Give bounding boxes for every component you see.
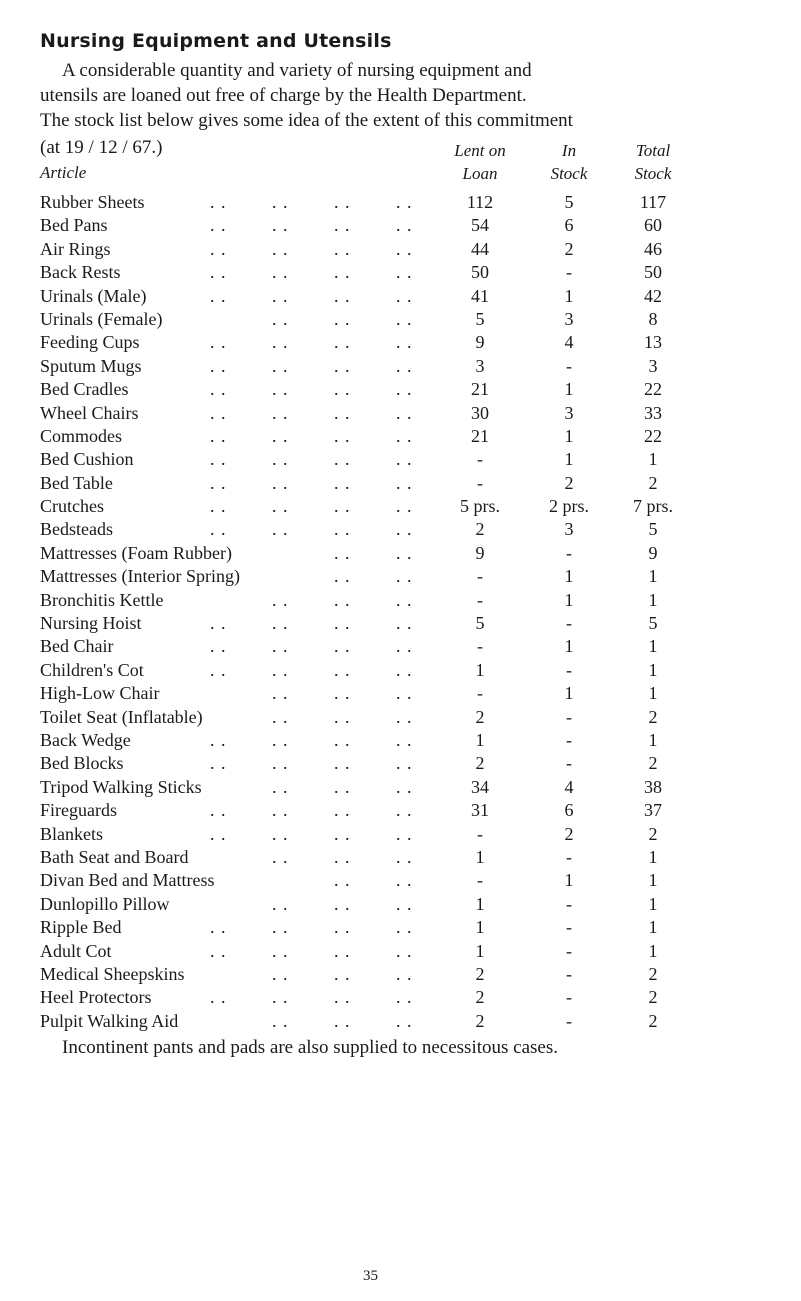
table-row: Bath Seat and Board . . . . . . 1 - 1	[40, 846, 775, 869]
stock-table	[40, 191, 775, 1033]
page-number: 35	[363, 1268, 378, 1284]
in-stock-value: -	[566, 893, 572, 914]
total-stock-value: 33	[644, 402, 662, 423]
in-stock-value: 1	[564, 566, 574, 587]
lent-on-loan-value: -	[477, 823, 483, 844]
in-stock-value: 4	[564, 776, 574, 797]
item-name: Nursing Hoist	[40, 613, 142, 634]
lent-on-loan-value: 2	[475, 963, 485, 984]
in-stock-value: -	[566, 613, 572, 634]
lent-on-loan-value: -	[477, 566, 483, 587]
total-stock-value: 1	[648, 636, 658, 657]
item-name: Crutches	[40, 496, 104, 517]
total-stock-value: 2	[648, 823, 658, 844]
lent-on-loan-value: 41	[471, 285, 489, 306]
header-line: Loan	[462, 164, 498, 183]
table-row: Back Rests . . . . . . . . 50 - 50	[40, 261, 775, 284]
item-name: Bed Pans	[40, 215, 108, 236]
lent-on-loan-value: 5 prs.	[460, 496, 500, 517]
in-stock-value: 1	[564, 425, 574, 446]
table-row: Urinals (Female) . . . . . . 5 3 8	[40, 308, 775, 331]
total-stock-value: 9	[648, 542, 658, 563]
column-header-total-stock	[613, 139, 693, 185]
lent-on-loan-value: 21	[471, 379, 489, 400]
table-row: Commodes . . . . . . . . 21 1 22	[40, 425, 775, 448]
in-stock-value: -	[566, 940, 572, 961]
table-row: Pulpit Walking Aid . . . . . . 2 - 2	[40, 1010, 775, 1033]
lent-on-loan-value: 3	[475, 355, 485, 376]
total-stock-value: 2	[648, 472, 658, 493]
footer-note: Incontinent pants and pads are also supplied to necessitous cases.	[62, 1037, 558, 1059]
lent-on-loan-value: 30	[471, 402, 489, 423]
table-row: Tripod Walking Sticks . . . . . . 34 4 38	[40, 776, 775, 799]
total-stock-value: 5	[648, 613, 658, 634]
item-name: Sputum Mugs	[40, 355, 142, 376]
in-stock-value: -	[566, 917, 572, 938]
item-name: Urinals (Female)	[40, 308, 163, 329]
item-name: Pulpit Walking Aid	[40, 1010, 179, 1031]
table-row: Heel Protectors . . . . . . . . 2 - 2	[40, 986, 775, 1009]
lent-on-loan-value: -	[477, 472, 483, 493]
table-row: Ripple Bed . . . . . . . . 1 - 1	[40, 916, 775, 939]
lent-on-loan-value: -	[477, 870, 483, 891]
table-row: Wheel Chairs . . . . . . . . 30 3 33	[40, 402, 775, 425]
in-stock-value: -	[566, 355, 572, 376]
table-row: Rubber Sheets . . . . . . . . 112 5 117	[40, 191, 775, 214]
lent-on-loan-value: 54	[471, 215, 489, 236]
intro-paragraph	[40, 58, 775, 133]
in-stock-value: -	[566, 706, 572, 727]
table-row: Back Wedge . . . . . . . . 1 - 1	[40, 729, 775, 752]
item-name: Bronchitis Kettle	[40, 589, 164, 610]
total-stock-value: 2	[648, 987, 658, 1008]
in-stock-value: 4	[564, 332, 574, 353]
item-name: Adult Cot	[40, 940, 112, 961]
in-stock-value: 1	[564, 379, 574, 400]
lent-on-loan-value: 21	[471, 425, 489, 446]
lent-on-loan-value: 5	[475, 613, 485, 634]
total-stock-value: 117	[639, 192, 667, 212]
total-stock-value: 8	[648, 308, 658, 329]
total-stock-value: 50	[644, 262, 662, 283]
lent-on-loan-value: 1	[475, 729, 485, 750]
item-name: Bed Cradles	[40, 379, 129, 400]
table-row: Feeding Cups . . . . . . . . 9 4 13	[40, 331, 775, 354]
table-row: Bed Chair . . . . . . . . - 1 1	[40, 635, 775, 658]
item-name: Children's Cot	[40, 659, 144, 680]
item-name: Feeding Cups	[40, 332, 140, 353]
header-line: Total	[635, 141, 671, 160]
item-name: Bed Blocks	[40, 753, 124, 774]
table-row: Nursing Hoist . . . . . . . . 5 - 5	[40, 612, 775, 635]
table-row: Bronchitis Kettle . . . . . . - 1 1	[40, 589, 775, 612]
lent-on-loan-value: 44	[471, 238, 489, 259]
in-stock-value: 3	[564, 402, 574, 423]
total-stock-value: 3	[648, 355, 658, 376]
table-row: Children's Cot . . . . . . . . 1 - 1	[40, 659, 775, 682]
total-stock-value: 37	[644, 800, 662, 821]
lent-on-loan-value: 112	[466, 192, 494, 212]
total-stock-value: 1	[648, 940, 658, 961]
lent-on-loan-value: -	[477, 449, 483, 470]
intro-line: The stock list below gives some idea of the extent of this commitment	[40, 110, 573, 131]
item-name: Toilet Seat (Inflatable)	[40, 706, 203, 727]
item-name: Bed Chair	[40, 636, 114, 657]
lent-on-loan-value: 1	[475, 659, 485, 680]
table-row: Urinals (Male) . . . . . . . . 41 1 42	[40, 285, 775, 308]
header-line: Stock	[550, 164, 588, 183]
item-name: Rubber Sheets	[40, 192, 145, 212]
lent-on-loan-value: 31	[471, 800, 489, 821]
table-row: Dunlopillo Pillow . . . . . . 1 - 1	[40, 893, 775, 916]
in-stock-value: 1	[564, 683, 574, 704]
table-row: Bedsteads . . . . . . . . 2 3 5	[40, 518, 775, 541]
intro-line: A considerable quantity and variety of nursing equipment and	[62, 60, 532, 81]
lent-on-loan-value: 9	[475, 542, 485, 563]
in-stock-value: -	[566, 659, 572, 680]
table-row: Air Rings . . . . . . . . 44 2 46	[40, 238, 775, 261]
in-stock-value: 1	[564, 285, 574, 306]
intro-line: utensils are loaned out free of charge by the Health Department.	[40, 85, 527, 106]
item-name: Ripple Bed	[40, 917, 122, 938]
stock-date: (at 19 / 12 / 67.)	[40, 137, 163, 158]
in-stock-value: -	[566, 729, 572, 750]
header-line: Lent on	[454, 141, 506, 160]
in-stock-value: -	[566, 1010, 572, 1031]
total-stock-value: 1	[648, 449, 658, 470]
item-name: Fireguards	[40, 800, 117, 821]
total-stock-value: 1	[648, 589, 658, 610]
table-row: Bed Table . . . . . . . . - 2 2	[40, 472, 775, 495]
in-stock-value: 2	[564, 823, 574, 844]
item-name: Blankets	[40, 823, 103, 844]
lent-on-loan-value: 1	[475, 893, 485, 914]
lent-on-loan-value: 34	[471, 776, 489, 797]
column-header-article: Article	[40, 163, 87, 182]
in-stock-value: 2 prs.	[549, 496, 589, 517]
lent-on-loan-value: -	[477, 636, 483, 657]
item-name: Back Wedge	[40, 729, 131, 750]
item-name: Tripod Walking Sticks	[40, 776, 202, 797]
total-stock-value: 42	[644, 285, 662, 306]
total-stock-value: 1	[648, 893, 658, 914]
in-stock-value: 3	[564, 308, 574, 329]
column-header-lent-on-loan	[440, 139, 520, 185]
table-row: Divan Bed and Mattress . . . . - 1 1	[40, 869, 775, 892]
in-stock-value: 6	[564, 215, 574, 236]
table-header	[40, 135, 775, 191]
table-row: Blankets . . . . . . . . - 2 2	[40, 823, 775, 846]
item-name: Air Rings	[40, 238, 111, 259]
in-stock-value: -	[566, 963, 572, 984]
item-name: High-Low Chair	[40, 683, 160, 704]
in-stock-value: 2	[564, 472, 574, 493]
lent-on-loan-value: -	[477, 589, 483, 610]
table-row: Mattresses (Foam Rubber) . . . . 9 - 9	[40, 542, 775, 565]
lent-on-loan-value: 2	[475, 987, 485, 1008]
in-stock-value: 1	[564, 449, 574, 470]
header-line: Stock	[634, 164, 672, 183]
lent-on-loan-value: 2	[475, 753, 485, 774]
item-name: Commodes	[40, 425, 123, 446]
total-stock-value: 60	[644, 215, 662, 236]
total-stock-value: 2	[648, 753, 658, 774]
total-stock-value: 1	[648, 846, 658, 867]
table-row: Crutches . . . . . . . . 5 prs. 2 prs. 7 prs.	[40, 495, 775, 518]
lent-on-loan-value: 2	[475, 706, 485, 727]
total-stock-value: 2	[648, 963, 658, 984]
in-stock-value: 1	[564, 870, 574, 891]
total-stock-value: 1	[648, 870, 658, 891]
table-row: Toilet Seat (Inflatable) . . . . . . 2 - 2	[40, 706, 775, 729]
in-stock-value: -	[566, 753, 572, 774]
lent-on-loan-value: 5	[475, 308, 485, 329]
total-stock-value: 2	[648, 706, 658, 727]
table-row: Adult Cot . . . . . . . . 1 - 1	[40, 940, 775, 963]
item-name: Dunlopillo Pillow	[40, 893, 170, 914]
total-stock-value: 1	[648, 566, 658, 587]
total-stock-value: 22	[644, 379, 662, 400]
total-stock-value: 46	[644, 238, 662, 259]
in-stock-value: 6	[564, 800, 574, 821]
page	[40, 30, 775, 1059]
total-stock-value: 13	[644, 332, 662, 353]
item-name: Divan Bed and Mattress	[40, 870, 215, 891]
lent-on-loan-value: 50	[471, 262, 489, 283]
in-stock-value: 3	[564, 519, 574, 540]
page-title: Nursing Equipment and Utensils	[40, 30, 392, 52]
item-name: Wheel Chairs	[40, 402, 139, 423]
table-row: Bed Cradles . . . . . . . . 21 1 22	[40, 378, 775, 401]
header-line: In	[561, 141, 577, 160]
in-stock-value: 5	[564, 192, 574, 212]
in-stock-value: -	[566, 262, 572, 283]
lent-on-loan-value: 9	[475, 332, 485, 353]
item-name: Heel Protectors	[40, 987, 152, 1008]
total-stock-value: 7 prs.	[633, 496, 673, 517]
total-stock-value: 22	[644, 425, 662, 446]
lent-on-loan-value: 1	[475, 940, 485, 961]
in-stock-value: 1	[564, 589, 574, 610]
column-header-in-stock	[534, 139, 604, 185]
in-stock-value: -	[566, 987, 572, 1008]
item-name: Bath Seat and Board	[40, 846, 189, 867]
lent-on-loan-value: 1	[475, 917, 485, 938]
table-row: High-Low Chair . . . . . . - 1 1	[40, 682, 775, 705]
total-stock-value: 1	[648, 729, 658, 750]
total-stock-value: 1	[648, 917, 658, 938]
item-name: Medical Sheepskins	[40, 963, 185, 984]
total-stock-value: 1	[648, 659, 658, 680]
in-stock-value: -	[566, 542, 572, 563]
total-stock-value: 38	[644, 776, 662, 797]
item-name: Bedsteads	[40, 519, 113, 540]
table-row: Bed Cushion . . . . . . . . - 1 1	[40, 448, 775, 471]
in-stock-value: -	[566, 846, 572, 867]
table-row: Medical Sheepskins . . . . . . 2 - 2	[40, 963, 775, 986]
table-row: Mattresses (Interior Spring) . . . . - 1 1	[40, 565, 775, 588]
total-stock-value: 1	[648, 683, 658, 704]
item-name: Back Rests	[40, 262, 121, 283]
item-name: Bed Table	[40, 472, 113, 493]
lent-on-loan-value: 2	[475, 519, 485, 540]
table-row: Bed Pans . . . . . . . . 54 6 60	[40, 214, 775, 237]
item-name: Urinals (Male)	[40, 285, 147, 306]
item-name: Bed Cushion	[40, 449, 134, 470]
table-row: Fireguards . . . . . . . . 31 6 37	[40, 799, 775, 822]
lent-on-loan-value: 1	[475, 846, 485, 867]
in-stock-value: 1	[564, 636, 574, 657]
item-name: Mattresses (Foam Rubber)	[40, 542, 232, 563]
lent-on-loan-value: -	[477, 683, 483, 704]
total-stock-value: 5	[648, 519, 658, 540]
lent-on-loan-value: 2	[475, 1010, 485, 1031]
item-name: Mattresses (Interior Spring)	[40, 566, 240, 587]
table-row: Bed Blocks . . . . . . . . 2 - 2	[40, 752, 775, 775]
table-row: Sputum Mugs . . . . . . . . 3 - 3	[40, 355, 775, 378]
in-stock-value: 2	[564, 238, 574, 259]
total-stock-value: 2	[648, 1010, 658, 1031]
